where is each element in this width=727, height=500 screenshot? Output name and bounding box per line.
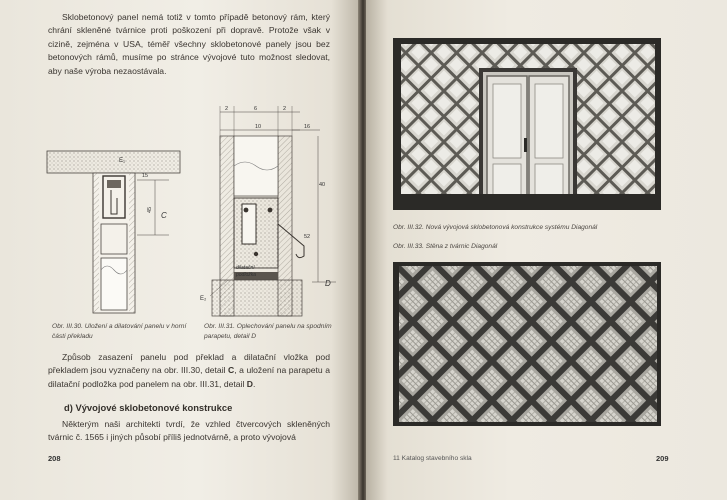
- page-number-right: 209: [656, 454, 669, 463]
- dim-6: 6: [254, 106, 258, 112]
- label-c: C: [161, 211, 167, 220]
- paragraph-development: Některým naši architekti tvrdí, že vzhled čtvercových skleněných tvárnic č. 1565 i jiných působí příliš jednotvárně, a proto vývojová: [48, 419, 330, 443]
- dim-40: 40: [319, 182, 326, 188]
- dim-45: 45: [147, 206, 153, 213]
- label-e2: E₂: [200, 296, 207, 302]
- paragraph-mounting-part2: , a uložení na parapetu a dilatační podložka pod panelem na obr. III.31, detail: [48, 365, 330, 389]
- label-d: D: [325, 279, 331, 288]
- pad-label-1: dilatační: [236, 265, 255, 271]
- caption-figure-33: Obr. III.33. Stěna z tvárnic Diagonál: [393, 243, 498, 250]
- footer-catalog: 11 Katalog stavebního skla: [393, 455, 472, 462]
- photo-diagonal-wall-door: [393, 38, 661, 210]
- right-page: [366, 0, 727, 500]
- paragraph-mounting-part3: .: [252, 378, 256, 389]
- dim-16: 16: [304, 124, 311, 130]
- paragraph-mounting: [48, 351, 330, 391]
- caption-figure-32: Obr. III.32. Nová vývojová sklobetonová konstrukce systému Diagonál: [393, 224, 598, 231]
- paragraph-mounting-part1: Způsob zasazení panelu pod překlad a dilatační vložka pod překladem jsou vyznačeny na obr. III.30, detail: [48, 352, 330, 376]
- detail-d-ref: D: [246, 378, 253, 389]
- photo-diagonal-wall: [393, 262, 661, 426]
- label-e1: E₁: [119, 158, 126, 164]
- dim-52: 52: [304, 234, 311, 240]
- section-heading: d) Vývojové sklobetonové konstrukce: [64, 402, 233, 413]
- dim-10: 10: [255, 124, 262, 130]
- dim-2a: 2: [225, 106, 229, 112]
- detail-c-ref: C: [228, 365, 235, 376]
- figure-iii-30: [45, 140, 185, 320]
- dim-15: 15: [142, 173, 149, 179]
- pad-label-2: podložka: [236, 272, 257, 278]
- left-page: [0, 0, 360, 500]
- intro-paragraph: Sklobetonový panel nemá totiž v tomto případě betonový rám, který chrání skleněné tvárnice proti poškození při dopravě. Protože však v cizině, zejména v USA, téměř všechny sklobetonové panely jsou bez betonových rámů, musíme po stránce vývojové tuto možnost sledovat, aby naše výroba nezaostávala.: [48, 12, 330, 76]
- caption-figure-31: Obr. III.31. Oplechování panelu na spodním parapetu, detail D: [204, 323, 332, 340]
- dim-2b: 2: [283, 106, 287, 112]
- caption-figure-30: Obr. III.30. Uložení a dilatování panelu v horní části překladu: [52, 323, 187, 340]
- page-number-left: 208: [48, 454, 61, 463]
- figure-iii-31: [200, 96, 350, 318]
